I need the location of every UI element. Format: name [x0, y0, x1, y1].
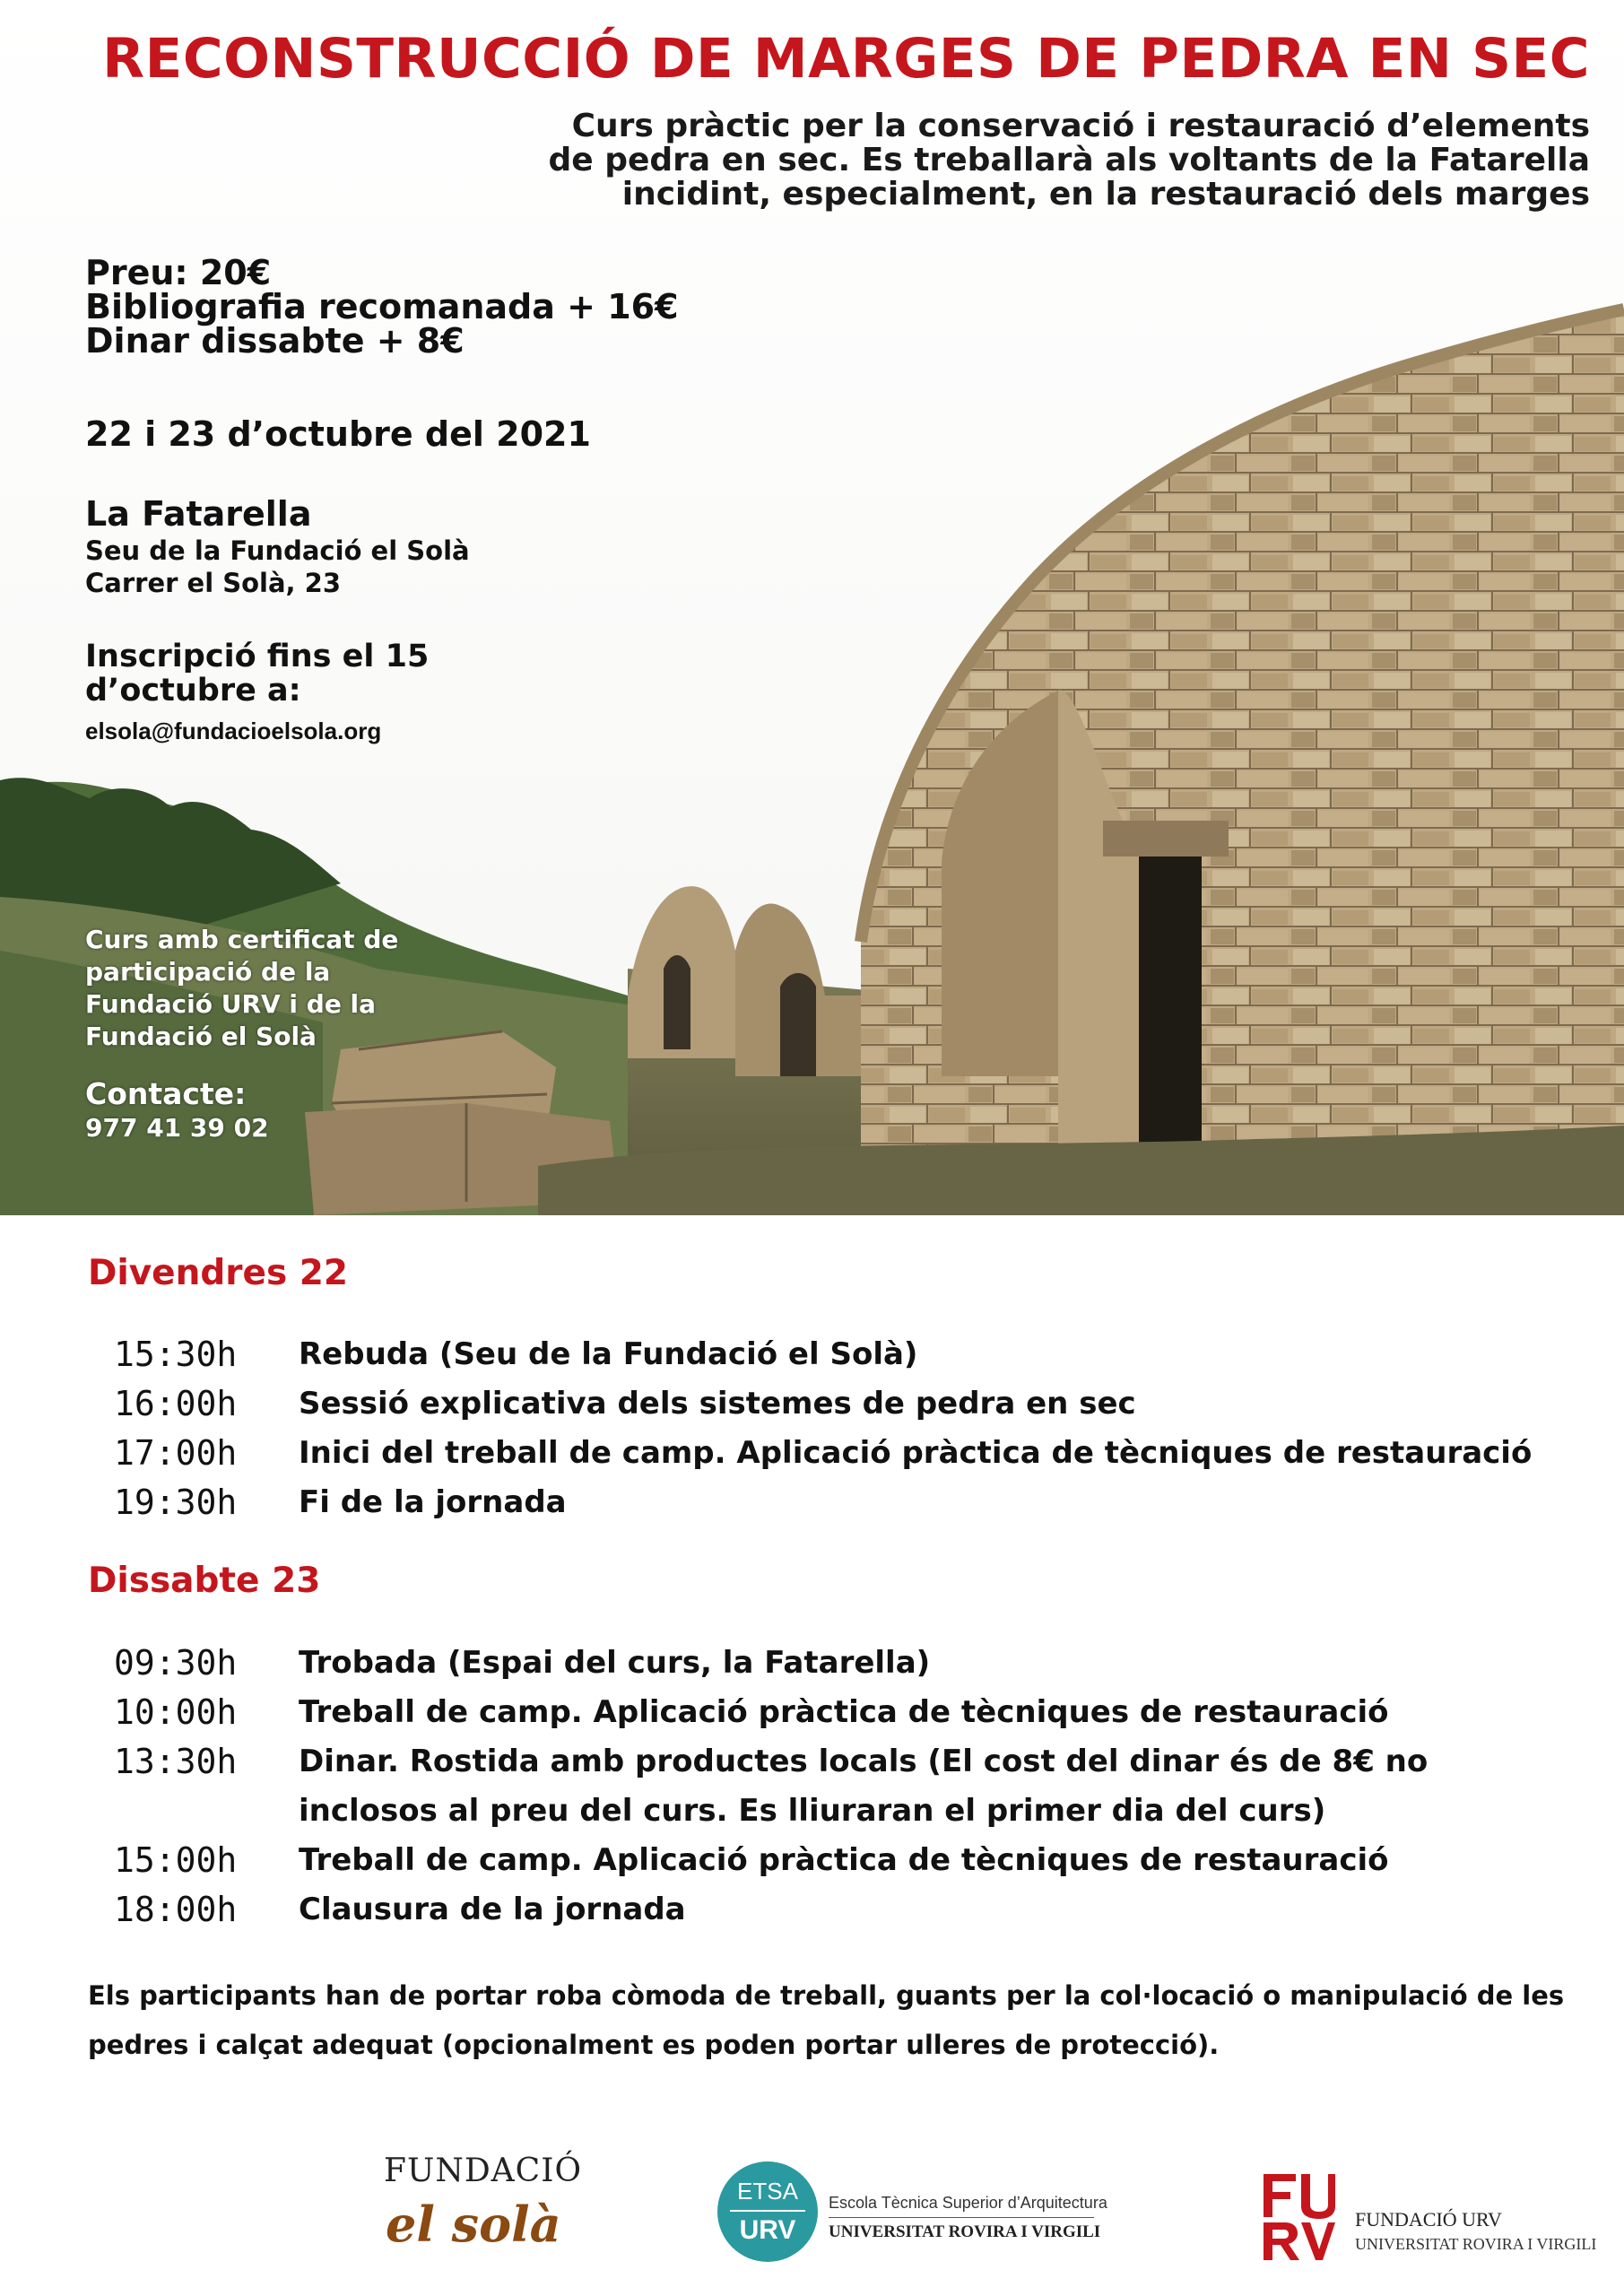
day2-heading: Dissabte 23: [88, 1561, 321, 1601]
course-dates: 22 i 23 d’octubre del 2021: [85, 414, 591, 454]
schedule-time: 15:30h: [114, 1335, 238, 1374]
logo-sola-top-text: FUNDACIÓ: [384, 2152, 582, 2189]
location-line: Seu de la Fundació el Solà: [85, 535, 470, 566]
etsa-school-name: Escola Tècnica Superior d’Arquitectura: [829, 2194, 1107, 2212]
schedule-row: [0, 1379, 1624, 1429]
course-subtitle: [334, 109, 1590, 212]
schedule-activity: Fi de la jornada: [299, 1484, 567, 1520]
logo-sola-bottom-text: el solà: [386, 2196, 561, 2253]
schedule-time: 13:30h: [114, 1742, 238, 1781]
schedule-time: 17:00h: [114, 1433, 238, 1473]
subtitle-line: de pedra en sec. Es treballarà als voltants de la Fatarella: [548, 142, 1590, 178]
price-line: Dinar dissabte + 8€: [85, 321, 465, 361]
certificate-line: participació de la: [85, 957, 331, 987]
schedule-row: [0, 1639, 1624, 1688]
location-name: La Fatarella: [85, 494, 312, 534]
furv-monogram-icon: [1260, 2170, 1337, 2264]
registration-line: d’octubre a:: [85, 673, 301, 709]
schedule-time: 15:00h: [114, 1840, 238, 1880]
fundacio-urv-logo: [1260, 2170, 1601, 2269]
certificate-line: Fundació URV i de la: [85, 989, 377, 1019]
page-title: RECONSTRUCCIÓ DE MARGES DE PEDRA EN SEC: [102, 27, 1590, 91]
schedule-activity: Inici del treball de camp. Aplicació pràctica de tècniques de restauració: [299, 1435, 1533, 1471]
subtitle-line: Curs pràctic per la conservació i restauració d’elements: [571, 108, 1590, 144]
subtitle-line: incidint, especialment, en la restauració dels marges: [621, 176, 1590, 213]
schedule-activity: Clausura de la jornada: [299, 1892, 686, 1927]
schedule-row: [0, 1737, 1624, 1836]
schedule-activity: Sessió explicativa dels sistemes de pedra en sec: [299, 1386, 1136, 1422]
etsa-badge-top: ETSA: [737, 2178, 798, 2205]
schedule-activity: Rebuda (Seu de la Fundació el Solà): [299, 1336, 918, 1372]
schedule-activity: Treball de camp. Aplicació pràctica de tècniques de restauració: [299, 1842, 1389, 1878]
registration-line: Inscripció fins el 15: [85, 639, 430, 674]
registration-email-link[interactable]: elsola@fundacioelsola.org: [85, 718, 382, 744]
schedule-row: [0, 1885, 1624, 1935]
schedule-time: 16:00h: [114, 1384, 238, 1423]
schedule-time: 19:30h: [114, 1483, 238, 1522]
location-address: [85, 535, 470, 599]
schedule-activity: Dinar. Rostida amb productes locals (El cost del dinar és de 8€ no inclosos al preu del curs. Es lliuraran el primer dia del curs): [299, 1744, 1429, 1829]
schedule-row: [0, 1330, 1624, 1379]
etsa-urv-logo: [717, 2161, 1121, 2269]
etsa-divider: [829, 2217, 1094, 2218]
schedule-row: [0, 1836, 1624, 1885]
registration-block: [85, 639, 429, 708]
schedule-time: 10:00h: [114, 1692, 238, 1732]
schedule-activity: Treball de camp. Aplicació pràctica de tècniques de restauració: [299, 1694, 1389, 1730]
location-block: [85, 493, 470, 599]
furv-university-name: UNIVERSITAT ROVIRA I VIRGILI: [1355, 2235, 1597, 2253]
day2-schedule: [0, 1639, 1624, 1935]
schedule-row: [0, 1688, 1624, 1737]
price-line: Preu: 20€: [85, 253, 272, 292]
schedule-row: [0, 1429, 1624, 1478]
day1-heading: Divendres 22: [88, 1253, 349, 1293]
contact-block: [85, 1076, 269, 1144]
day1-schedule: [0, 1330, 1624, 1527]
location-line: Carrer el Solà, 23: [85, 568, 342, 598]
fundacio-el-sola-logo: [368, 2152, 583, 2260]
contact-label: Contacte:: [85, 1076, 247, 1111]
etsa-badge-divider: [730, 2210, 805, 2212]
price-block: [85, 253, 679, 361]
etsa-university-name: UNIVERSITAT ROVIRA I VIRGILI: [829, 2222, 1101, 2241]
schedule-time: 09:30h: [114, 1643, 238, 1683]
furv-name: FUNDACIÓ URV: [1355, 2208, 1502, 2231]
certificate-line: Fundació el Solà: [85, 1022, 317, 1051]
participants-note: Els participants han de portar roba còmoda de treball, guants per la col·locació o manipulació de les pedres i calçat adequat (opcionalment es poden portar ulleres de protecció).: [88, 1980, 1565, 2060]
schedule-row: [0, 1478, 1624, 1527]
schedule-time: 18:00h: [114, 1890, 238, 1929]
contact-phone-link[interactable]: 977 41 39 02: [85, 1113, 269, 1143]
schedule-activity: Trobada (Espai del curs, la Fatarella): [299, 1645, 931, 1681]
etsa-badge: [717, 2161, 818, 2262]
price-line: Bibliografia recomanada + 16€: [85, 287, 679, 326]
certificate-line: Curs amb certificat de: [85, 925, 399, 954]
etsa-badge-bottom: URV: [739, 2215, 796, 2245]
certificate-note: [85, 924, 398, 1053]
